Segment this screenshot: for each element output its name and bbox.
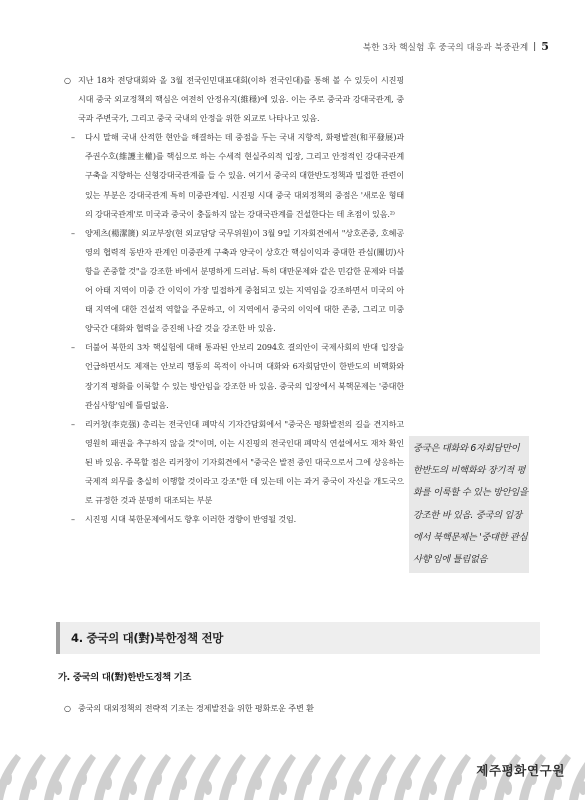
band-blot bbox=[354, 781, 362, 795]
subsection-title: 가. 중국의 대(對)한반도정책 기조 bbox=[58, 672, 192, 683]
band-blot bbox=[279, 781, 287, 795]
band-blot bbox=[504, 781, 512, 795]
band-blot bbox=[229, 771, 237, 785]
section-first-paragraph: ○ 중국의 대외정책의 전략적 기조는 경제발전을 위한 평화로운 주변 환 bbox=[64, 699, 548, 718]
band-blot bbox=[304, 771, 312, 785]
body-text bbox=[64, 71, 404, 529]
paragraph-4: – 더불어 북한의 3차 핵실험에 대해 통과된 안보리 2094호 결의안이 국제사회의 반대 입장을 언급하면서도 제재는 안보리 행동의 목적이 아니며 대화와 6자회담만이 한반도의 비핵화와 장기적 평화를 이룩할 수 있는 방안임을 강조한 바 있음. 중국의 입장에서 북핵문제는 '중대한 관심사항'임에 틀림없음. bbox=[64, 338, 404, 414]
header-separator: | bbox=[533, 41, 537, 52]
band-blot bbox=[179, 776, 187, 790]
band-blot bbox=[379, 771, 387, 785]
section-title: 4. 중국의 대(對)북한정책 전망 bbox=[71, 631, 224, 645]
paragraph-5: – 리커창(李克强) 총리는 전국인대 폐막식 기자간담회에서 "중국은 평화발전의 길을 견지하고 영원히 패권을 추구하지 않을 것"이며, 이는 시진핑의 전국인대 폐막식 연설에서도 재차 확인된 바 있음. 주목할 점은 리커창이 기자회견에서 "중국은 발전 중인 대국으로서 그에 상응하는 국제적 의무를 충실히 이행할 것이라고 강조"한 데 있는데 이는 과거 중국이 자신을 개도국으로 규정한 것과 분명히 대조되는 부분 bbox=[64, 415, 404, 510]
band-blot bbox=[329, 776, 337, 790]
band-blot bbox=[79, 771, 87, 785]
section-heading-bar bbox=[56, 622, 540, 654]
page-number: 5 bbox=[541, 40, 549, 53]
side-note-callout: 중국은 대화와 6자회담만이 한반도의 비핵화와 장기적 평화를 이룩할 수 있는 방안임을 강조한 바 있음. 중국의 입장에서 북핵문제는 '중대한 관심사항'임에 틀림없음 bbox=[409, 436, 529, 573]
band-blot bbox=[204, 781, 212, 795]
band-blot bbox=[29, 776, 37, 790]
band-blot bbox=[404, 776, 412, 790]
band-blot bbox=[254, 776, 262, 790]
band-blot bbox=[454, 771, 462, 785]
band-blot bbox=[4, 771, 12, 785]
band-blot bbox=[154, 771, 162, 785]
paragraph-6: – 시진핑 시대 북한문제에서도 향후 이러한 경향이 반영될 것임. bbox=[64, 510, 404, 529]
paragraph-3: – 양제츠(楊潔篪) 외교부장(현 외교담당 국무위원)이 3월 9일 기자회견에서 "상호존중, 호혜공영의 협력적 동반자 관계인 미중관계 구축과 양국이 상호간 핵심이익과 중대한 관심(關切)사항을 존중할 것"을 강조한 바에서 분명하게 드러남. 특히 대만문제와 같은 민감한 문제와 더불어 아태 지역이 미중 간 이익이 가장 밀접하게 중첩되고 있는 지역임을 강조하면서 미국의 아태 지역에 대한 건설적 역할을 주문하고, 이 지역에서 중국의 이익에 대한 존중, 그리고 미중 양국간 대화와 협력을 증진해 나갈 것을 강조한 바 있음. bbox=[64, 224, 404, 339]
band-blot bbox=[54, 781, 62, 795]
band-blot bbox=[429, 781, 437, 795]
institute-name: 제주평화연구원 bbox=[476, 763, 565, 778]
page-header bbox=[363, 40, 549, 53]
running-title: 북한 3차 핵실험 후 중국의 대응과 북중관계 bbox=[362, 42, 529, 53]
paragraph-2: – 다시 말해 국내 산적한 현안을 해결하는 데 중점을 두는 국내 지향적, 화평발전(和平發展)과 주권수호(維護主權)를 핵심으로 하는 수세적 현실주의적 입장, 그리고 안정적인 강대국관계 구축을 지향하는 신형강대국관계를 들 수 있음. 여기서 중국의 대한반도정책과 밀접한 관련이 있는 부분은 강대국관계 특히 미중관계임. 시진핑 시대 중국 대외정책의 중점은 '새로운 형태의 강대국관계'로 미국과 중국이 충돌하지 않는 강대국관계를 건설한다는 데 초점이 있음.²⁾ bbox=[64, 128, 404, 223]
band-blot bbox=[129, 781, 137, 795]
band-blot bbox=[104, 776, 112, 790]
paragraph-1: ○ 지난 18차 전당대회와 올 3월 전국인민대표대회(이하 전국인대)를 통해 볼 수 있듯이 시진핑 시대 중국 외교정책의 핵심은 여전히 안정유지(維穩)에 있음. 이는 주로 중국과 강대국관계, 중국과 주변국가, 그리고 중국 국내의 안정을 위한 외교로 나타나고 있음. bbox=[64, 71, 404, 128]
